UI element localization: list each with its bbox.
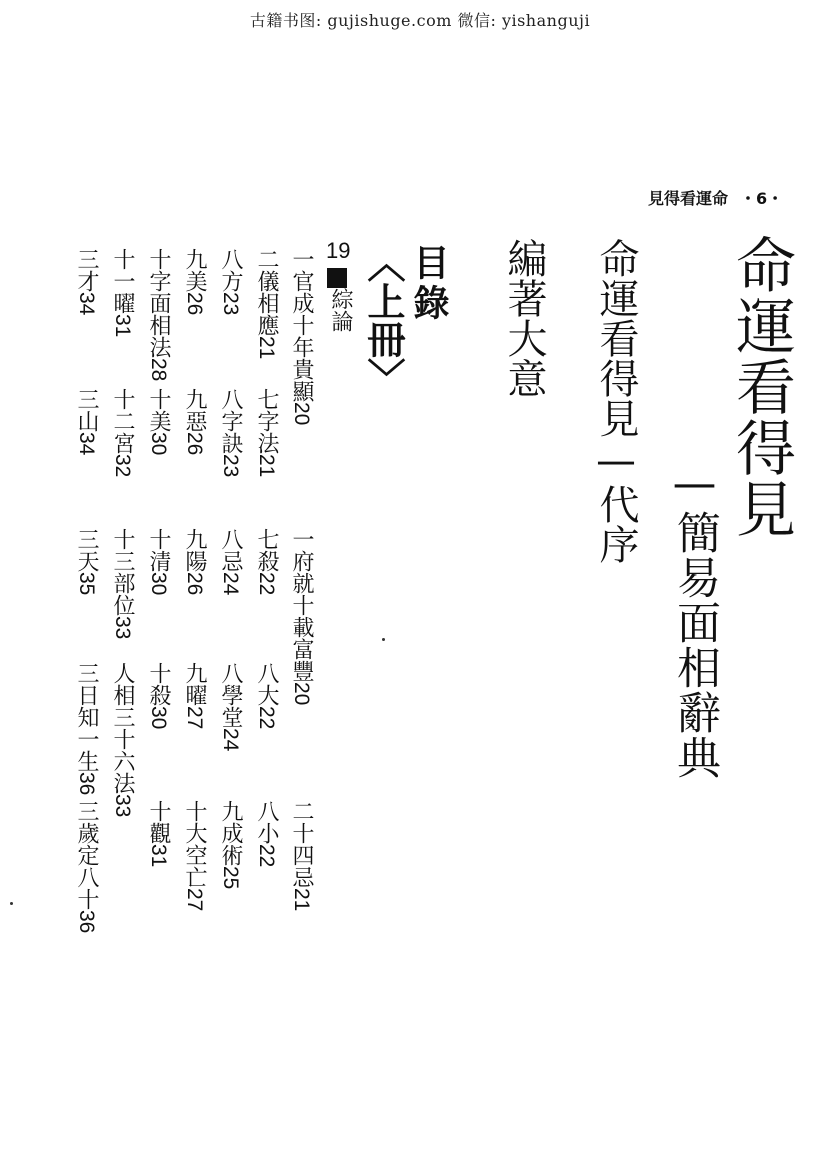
toc-entry: 十清30 — [146, 528, 171, 596]
toc-entry: 七字法21 — [254, 388, 279, 478]
toc-entry: 三才34 — [74, 248, 99, 316]
toc-entry: 十一曜31 — [110, 248, 135, 338]
toc-entry: 十大空亡27 — [182, 800, 207, 912]
toc-entry: 一官成十年貴顯20 — [289, 248, 314, 426]
toc-entry: 八小22 — [254, 800, 279, 868]
toc-entry: 九惡26 — [182, 388, 207, 456]
toc-entry: 二儀相應21 — [254, 248, 279, 360]
toc-entry: 九成術25 — [218, 800, 243, 890]
square-bullet-icon — [327, 268, 347, 288]
toc-entry: 十美30 — [146, 388, 171, 456]
toc-entry: 七殺22 — [254, 528, 279, 596]
toc-entry: 十三部位33 — [110, 528, 135, 640]
toc-entry: 三山34 — [74, 388, 99, 456]
scan-speck — [10, 902, 13, 905]
toc-lead-heading: 綜論 — [328, 288, 353, 332]
section-editorial-notes: 編著大意 — [501, 238, 547, 398]
volume-label: 〈上冊〉 — [361, 244, 405, 396]
toc-entry: 三歲定八十36 — [74, 800, 99, 934]
toc-entry: 一府就十載富豐20 — [289, 528, 314, 706]
toc-entry: 八字訣23 — [218, 388, 243, 478]
page-number: ・6・ — [740, 189, 784, 208]
toc-entry: 八大22 — [254, 662, 279, 730]
toc-entry: 三天35 — [74, 528, 99, 596]
toc-lead-page: 19 — [326, 238, 351, 263]
scan-speck — [382, 638, 385, 641]
toc-entry: 九陽26 — [182, 528, 207, 596]
toc-entry: 九美26 — [182, 248, 207, 316]
toc-lead — [326, 238, 356, 332]
toc-entry: 十觀31 — [146, 800, 171, 868]
running-head — [648, 186, 783, 209]
toc-entry: 十字面相法28 — [146, 248, 171, 382]
toc-title: 目錄 — [408, 244, 449, 324]
toc-entry: 人相三十六法33 — [110, 662, 135, 818]
toc-entry: 九曜27 — [182, 662, 207, 730]
book-title: 命運看得見 — [726, 234, 796, 539]
watermark: 古籍书图: gujishuge.com 微信: yishanguji — [249, 11, 591, 30]
toc-entry: 八方23 — [218, 248, 243, 316]
toc-entry: 十二宮32 — [110, 388, 135, 478]
book-subtitle: —簡易面相辭典 — [669, 458, 720, 780]
toc-entry: 三日知一生36 — [74, 662, 99, 796]
toc-entry: 十殺30 — [146, 662, 171, 730]
toc-entry: 二十四忌21 — [289, 800, 314, 912]
toc-entry: 八忌24 — [218, 528, 243, 596]
running-head-title: 見得看運命 — [648, 189, 729, 208]
toc-entry: 八學堂24 — [218, 662, 243, 752]
section-preface: 命運看得見—代序 — [593, 238, 639, 564]
